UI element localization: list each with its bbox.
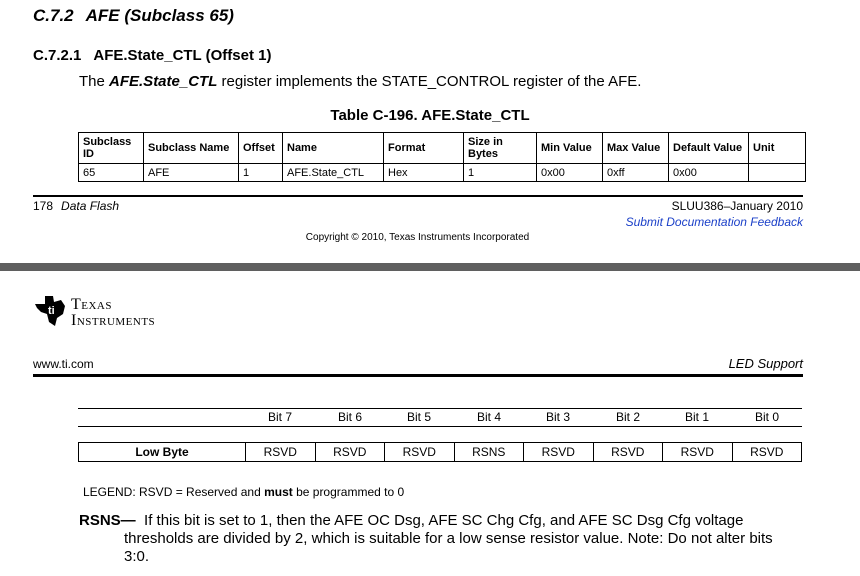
bit-value: RSVD: [315, 443, 385, 462]
bit-label: Bit 5: [406, 410, 431, 424]
legend-pre: LEGEND: RSVD = Reserved and: [83, 485, 265, 499]
cell-unit: [749, 164, 806, 182]
cell-offset: 1: [239, 164, 283, 182]
bit-value: RSVD: [385, 443, 455, 462]
register-table: [78, 132, 806, 182]
cell-size: 1: [464, 164, 537, 182]
table-row: [79, 443, 802, 462]
col-header-offset: Offset: [239, 133, 283, 164]
cell-subclass-name: AFE: [144, 164, 239, 182]
bit-label: Bit 4: [476, 410, 501, 424]
section-title: AFE (Subclass 65): [85, 6, 234, 25]
bit-label: Bit 6: [337, 410, 362, 424]
subsection-heading: [33, 47, 271, 64]
intro-register-name: AFE.State_CTL: [109, 73, 218, 90]
logo-instruments: Instruments: [71, 312, 156, 329]
cell-min: 0x00: [537, 164, 603, 182]
intro-post: register implements the STATE_CONTROL register of the AFE.: [217, 73, 642, 90]
table-caption: Table C-196. AFE.State_CTL: [330, 107, 530, 124]
col-header-size: Size in Bytes: [464, 133, 537, 164]
footer-doc-id: SLUU386–January 2010: [671, 199, 803, 213]
table-row: [79, 164, 806, 182]
col-header-name: Name: [283, 133, 384, 164]
rsns-line-1: If this bit is set to 1, then the AFE OC Dsg, AFE SC Chg Cfg, and AFE SC Dsg Cfg voltage: [135, 512, 744, 529]
rsns-term: RSNS—: [79, 512, 136, 529]
table-header-row: [79, 133, 806, 164]
cell-default: 0x00: [669, 164, 749, 182]
footer-rule: [33, 195, 803, 197]
bit-value: RSVD: [663, 443, 733, 462]
bit-value: RSVD: [732, 443, 802, 462]
col-header-unit: Unit: [749, 133, 806, 164]
bit-value: RSVD: [524, 443, 594, 462]
cell-format: Hex: [384, 164, 464, 182]
header-section-title: LED Support: [728, 356, 803, 371]
cell-subclass-id: 65: [79, 164, 144, 182]
rsns-line-2: thresholds are divided by 2, which is suitable for a low sense resistor value. Note: Do not alter bits: [124, 530, 773, 547]
intro-pre: The: [79, 73, 110, 90]
rsns-description: [79, 512, 809, 566]
subsection-number: C.7.2.1: [33, 47, 82, 64]
ti-state-icon: [33, 292, 67, 328]
ti-logo: [33, 292, 183, 332]
intro-paragraph: [79, 73, 641, 90]
bit-field-table: [78, 442, 802, 462]
footer-chapter-title: Data Flash: [61, 199, 120, 213]
bit-header-bottom-rule: [78, 426, 802, 427]
bit-value: RSVD: [246, 443, 316, 462]
bit-label: Bit 1: [684, 410, 709, 424]
bit-header-top-rule: [78, 408, 802, 409]
cell-max: 0xff: [603, 164, 669, 182]
col-header-min: Min Value: [537, 133, 603, 164]
col-header-default: Default Value: [669, 133, 749, 164]
bit-label: Bit 7: [267, 410, 292, 424]
bit-label-row: [0, 410, 860, 425]
bit-value: RSNS: [454, 443, 524, 462]
submit-feedback-link[interactable]: Submit Documentation Feedback: [625, 215, 803, 229]
website-url[interactable]: www.ti.com: [33, 357, 94, 371]
bit-label: Bit 2: [615, 410, 640, 424]
copyright: Copyright © 2010, Texas Instruments Incorporated: [305, 232, 530, 243]
col-header-max: Max Value: [603, 133, 669, 164]
bit-value: RSVD: [593, 443, 663, 462]
footer-left: [33, 199, 119, 213]
legend-post: be programmed to 0: [292, 485, 405, 499]
cell-name: AFE.State_CTL: [283, 164, 384, 182]
page-separator: [0, 263, 860, 271]
subsection-title: AFE.State_CTL (Offset 1): [93, 47, 272, 64]
legend-must: must: [264, 485, 293, 499]
row-label-low-byte: Low Byte: [79, 443, 246, 462]
logo-texas: Texas: [71, 296, 112, 313]
rsns-line-3: 3:0.: [124, 548, 150, 565]
col-header-subclass-name: Subclass Name: [144, 133, 239, 164]
col-header-subclass-id: Subclass ID: [79, 133, 144, 164]
header-rule: [33, 374, 803, 377]
legend: [83, 485, 404, 499]
section-heading: [33, 6, 234, 26]
svg-text:ti: ti: [48, 305, 55, 317]
bit-label: Bit 3: [545, 410, 570, 424]
bit-label: Bit 0: [754, 410, 779, 424]
col-header-format: Format: [384, 133, 464, 164]
page-number: 178: [33, 199, 54, 213]
section-number: C.7.2: [33, 6, 74, 25]
